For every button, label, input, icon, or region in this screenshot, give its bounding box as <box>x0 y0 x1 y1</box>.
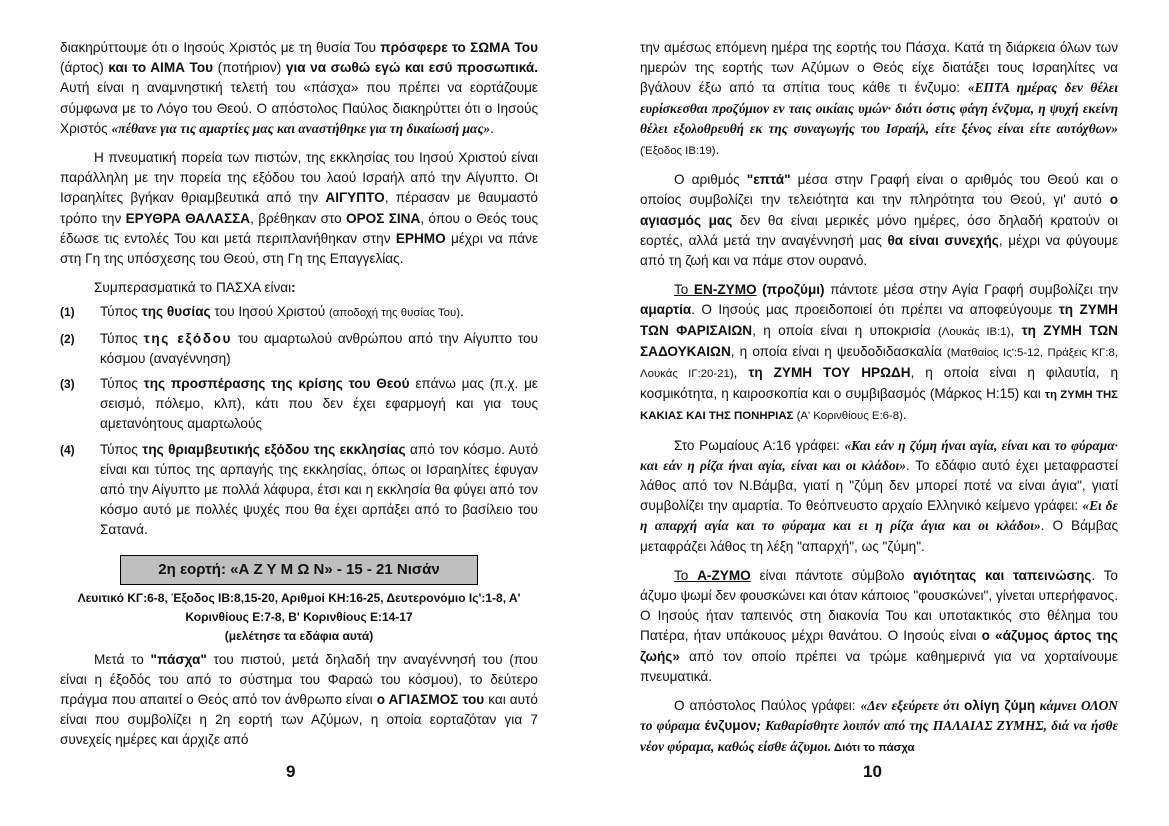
text: , η οποία είναι η υποκρισία <box>752 322 938 338</box>
bold-text: θα είναι συνεχής <box>887 232 999 248</box>
text: . Ο Βάμβας μεταφράζει λάθος τη λέξη "απαρχή", ως "ζύμη". <box>640 518 1118 554</box>
text: Ο αριθμός <box>674 172 747 188</box>
text: Τύπος <box>100 376 144 392</box>
bold-text: (προζύμι) <box>756 282 825 298</box>
text: . Το εδάφιο αυτό έχει μεταφραστεί λάθος από τον Ν.Βάμβα, γιατί η "ζύμη δεν μπορεί ποτέ να είναι άγια", γιατί συμβολίζει την αμαρτία. Το θεόπνευστο αρχαίο Ελληνικό κείμενο γράφει: <box>640 457 1119 514</box>
study-note: (μελέτησε τα εδάφια αυτά) <box>224 628 374 643</box>
bold-text: πρόσφερε το ΣΩΜΑ Του <box>380 40 538 55</box>
scripture-quote: «Δεν εξεύρετε ότι <box>860 698 964 714</box>
text: , <box>1010 322 1022 338</box>
list-item <box>60 329 538 369</box>
text: από τον κόσμο. Αυτό είναι και τύπος της αρπαγής της εκκλησίας, όπως οι Ισραηλίτες έφυγαν από την Αίγυπτο με πολλά λάφυρα, έτσι και η εκκλησία θα φύγει από τον κόσμο αυτό με πολλές ψυχές που θα έχει αρπάξει από το βασίλειο του Σατανά. <box>100 441 539 538</box>
text: δεν θα είναι μερικές μόνο ημέρες, όσο δηλαδή κρατούν οι εορτές, αλλά μετά την αναγέννησή μας <box>640 212 1118 248</box>
page-number: 9 <box>286 762 296 781</box>
paragraph <box>640 170 1118 271</box>
list-item <box>60 440 538 541</box>
left-page <box>60 38 538 751</box>
paragraph <box>60 38 538 139</box>
bold-text: ο «άζυμος άρτος της ζωής» <box>640 628 1118 664</box>
small-text: (Λουκάς ΙΒ:1) <box>937 325 1011 338</box>
text: (ποτήριον) <box>213 60 286 76</box>
scripture-quote: «πέθανε για τις αμαρτίες μας και αναστήθηκε για τη δικαίωσή μας» <box>111 120 491 136</box>
small-text: (Έξοδος ΙΒ:19) <box>640 145 716 158</box>
list-item <box>60 302 538 323</box>
text: . <box>902 407 907 423</box>
scripture-quote: «ΕΠΤΑ ημέρας δεν θέλει ευρίσκεσθαι προζύμιον εν ταις οικίαις υμών· διότι όστις φάγη ένζυμα, η ψυχή εκείνη θέλει εξολοθρευθή εκ της συναγωγής του Ισραήλ, είτε ξένος είναι είτε αυτόχθων» <box>640 80 1118 136</box>
text: , μέχρι να φύγουμε από τη ζωή και να πάμε στον ουρανό. <box>640 232 1119 269</box>
bold-text: "πάσχα" <box>150 651 207 667</box>
text: μέσα στην Γραφή είναι ο αριθμός του Θεού και ο οποίος συμβολίζει την τελειότητα και την πληρότητα του Θεού, γι' αυτό <box>640 172 1119 208</box>
bold-text: της προσπέρασης της κρίσης του Θεού <box>143 376 410 392</box>
bold-text: της θριαμβευτικής εξόδου της εκκλησίας <box>142 441 406 457</box>
text: του αμαρτωλού ανθρώπου από την Αίγυπτο του κόσμου (αναγέννηση) <box>100 330 538 366</box>
text: , όπου ο Θεός τους έδωσε τις εντολές Του και μετά περιπλανήθηκαν στην <box>60 210 539 246</box>
text: Στο Ρωμαίους Α:16 γράφει: <box>674 437 845 453</box>
small-text: (Ματθαίος Ις':5-12, Πράξεις ΚΓ:8, Λουκάς ΙΓ:20-21) <box>640 346 1118 381</box>
scripture-quote: ; Καθαρίσθητε λοιπόν από της ΠΑΛΑΙΑΣ ΖΥΜΗΣ, διά να ήσθε νέον φύραμα, καθώς είσθε άζυμοι. <box>640 718 1118 754</box>
bold-text: αμαρτία <box>640 302 692 318</box>
text: την αμέσως επόμενη ημέρα της εορτής του Πάσχα. Κατά τη διάρκεια όλων των ημερών της εορτής των Αζύμων ο Θεός είχε διατάξει τους Ισραηλίτες να βγάλουν έξω από τα σπίτια τους κάθε τι ένζυμο: <box>640 40 1118 96</box>
text: διακηρύττουμε ότι ο Ιησούς Χριστός με τη θυσία Του <box>60 40 381 55</box>
bold-text: ΑΙΓΥΠΤΟ <box>325 190 385 206</box>
bold-text: τη ΖΥΜΗ ΤΩΝ ΦΑΡΙΣΑΙΩΝ <box>640 302 1118 338</box>
text: , η οποία είναι η φιλαυτία, η κοσμικότητα, η καιροσκοπία και ο συμβιβασμός (Μάρκος Η:15) και <box>640 365 1119 402</box>
bold-text: και το ΑΙΜΑ Του <box>108 60 214 76</box>
text: Το <box>674 282 694 298</box>
bold-text: Διότι το πάσχα <box>831 741 915 754</box>
text: : <box>291 280 296 296</box>
feast-heading-box: 2η εορτή: «Α Ζ Υ Μ Ω Ν» - 15 - 21 Νισάν <box>120 555 478 585</box>
text: και αυτό είναι που συμβολίζει η 2η εορτή των Αζύμων, η οποία εορταζόταν για 7 συνεχείς ημέρες και άρχιζε από <box>60 692 538 748</box>
text: μέχρι να πάνε στη Γη της υπόσχεσης του Θεού, στη Γη της Επαγγελίας. <box>60 230 539 267</box>
text: Τύπος <box>100 330 144 346</box>
bold-text: ΕΡΗΜΟ <box>395 230 446 246</box>
bold-text: της εξόδου <box>143 330 233 346</box>
bold-text: της θυσίας <box>141 304 211 320</box>
text: , πέρασαν με θαυμαστό τρόπο την <box>60 190 538 226</box>
bold-text: αγιότητας και ταπεινώσης <box>913 567 1092 583</box>
bold-text: ολίγη ζύμη <box>963 698 1036 714</box>
text: από τον οποίο πρέπει να τρώμε καθημερινά για να χορταίνουμε πνευματικά. <box>640 648 1118 684</box>
text: Μετά το <box>94 651 151 667</box>
paragraph <box>60 148 538 269</box>
paragraph <box>640 436 1118 557</box>
bold-text: ΟΡΟΣ ΣΙΝΑ <box>346 210 421 226</box>
scripture-quote: κάμνει ΟΛΟΝ το φύραμα <box>640 698 1118 734</box>
bold-text: ΕΝ-ΖΥΜΟ <box>693 282 757 298</box>
text: πάντοτε μέσα στην Αγία Γραφή συμβολίζει την <box>824 282 1118 298</box>
paragraph <box>60 650 538 751</box>
list-number: (2) <box>60 331 75 346</box>
bold-text: Α-ΖΥΜΟ <box>697 567 751 583</box>
paragraph <box>640 696 1118 758</box>
bold-text: ο ΑΓΙΑΣΜΟΣ του <box>376 692 485 708</box>
list-number: (1) <box>60 305 75 320</box>
paragraph <box>60 278 538 298</box>
scripture-references <box>60 589 538 646</box>
bold-text: τη ΖΥΜΗ ΤΟΥ ΗΡΩΔΗ <box>748 365 911 381</box>
types-list <box>60 302 538 540</box>
bold-text: τη ΖΥΜΗ ΤΩΝ ΣΑΔΟΥΚΑΙΩΝ <box>640 322 1118 359</box>
text: . <box>715 142 720 158</box>
text: είναι πάντοτε σύμβολο <box>750 567 914 583</box>
text: Ο απόστολος Παύλος γράφει: <box>674 698 861 714</box>
bold-text: ένζυμον <box>704 718 757 734</box>
list-item <box>60 374 538 435</box>
small-text: (αποδοχή της θυσίας Του) <box>329 307 460 320</box>
paragraph <box>640 280 1118 426</box>
text: Συμπερασματικά το ΠΑΣΧΑ είναι <box>94 280 292 296</box>
text: , <box>733 365 749 381</box>
bold-text: ΕΡΥΘΡΑ ΘΑΛΑΣΣΑ <box>125 210 251 226</box>
text: (άρτος) <box>60 60 109 76</box>
text: Η πνευματική πορεία των πιστών, της εκκλησίας του Ιησού Χριστού είναι παράλληλη με την πορεία της εξόδου του λαού Ισραήλ από την Αίγυπτο. Οι Ισραηλίτες βγήκαν θριαμβευτικά από την <box>60 150 538 206</box>
bold-text: τη ΖΥΜΗ ΤΗΣ ΚΑΚΙΑΣ ΚΑΙ ΤΗΣ ΠΟΝΗΡΙΑΣ <box>640 389 1118 423</box>
text: , βρέθηκαν στο <box>250 210 347 226</box>
right-page <box>640 38 1118 758</box>
text: , η οποία είναι η ψευδοδιδασκαλία <box>730 343 947 359</box>
bold-text: "επτά" <box>746 172 791 188</box>
text: . Το άζυμο ψωμί δεν φουσκώνει και όταν κάποιος "φουσκώνει", γίνεται υπερήφανος. Ο Ιησούς ήταν ταπεινός στη διακονία Του και υποτακτικός στο θέλημα του Πατέρα, ήταν υπάκουος μέχρι θανάτου. Ο Ιησούς είναι <box>640 567 1118 644</box>
scripture-quote: «Και εάν η ζύμη ήναι αγία, είναι και το φύραμα· και εάν η ρίζα ήναι αγία, είναι και οι κλάδοι» <box>640 437 1118 473</box>
text: Το <box>674 567 698 583</box>
text: Τύπος <box>100 304 142 320</box>
paragraph <box>640 566 1118 687</box>
page-number: 10 <box>863 762 882 781</box>
list-number: (4) <box>60 442 75 457</box>
references-text: Λευιτικό ΚΓ:6-8, Έξοδος ΙΒ:8,15-20, Αριθμοί ΚΗ:16-25, Δευτερονόμιο Ις':1-8, Α' Κορινθίους Ε:7-8, Β' Κορινθίους Ε:14-17 <box>77 590 521 624</box>
text: . <box>490 120 494 136</box>
text: του Ιησού Χριστού <box>210 304 330 320</box>
text: . Ο Ιησούς μας προειδοποιεί ότι πρέπει να αποφεύγουμε <box>691 302 1059 318</box>
text: του πιστού, μετά δηλαδή την αναγέννησή του (που είναι η έξοδός του από το σύστημα του Φαραώ του κόσμου), το δεύτερο πράγμα που απαιτεί ο Θεός από τον άνθρωπο είναι <box>60 651 538 708</box>
text: Αυτή είναι η αναμνηστική τελετή του «πάσχα» που πρέπει να εορτάζουμε σύμφωνα με το Λόγο του Θεού. Ο απόστολος Παύλος διακηρύττει ότι ο Ιησούς Χριστός <box>60 80 538 136</box>
text: επάνω μας (π.χ. με σεισμό, πόλεμο, κλπ), κάτι που δεν έχει εφαρμογή και για τους αμετανόητους αμαρτωλούς <box>100 376 538 432</box>
bold-text: ο αγιασμός μας <box>640 192 1118 228</box>
small-text: (Α' Κορινθίους Ε:6-8) <box>793 410 903 423</box>
text: . <box>459 304 464 320</box>
list-number: (3) <box>60 377 75 392</box>
text: Τύπος <box>100 441 143 457</box>
paragraph <box>640 38 1118 161</box>
bold-text: για να σωθώ εγώ και εσύ προσωπικά. <box>285 60 538 76</box>
scripture-quote: «Ει δε η απαρχή αγία και το φύραμα και ει η ρίζα άγια και οι κλάδοι» <box>640 498 1118 534</box>
